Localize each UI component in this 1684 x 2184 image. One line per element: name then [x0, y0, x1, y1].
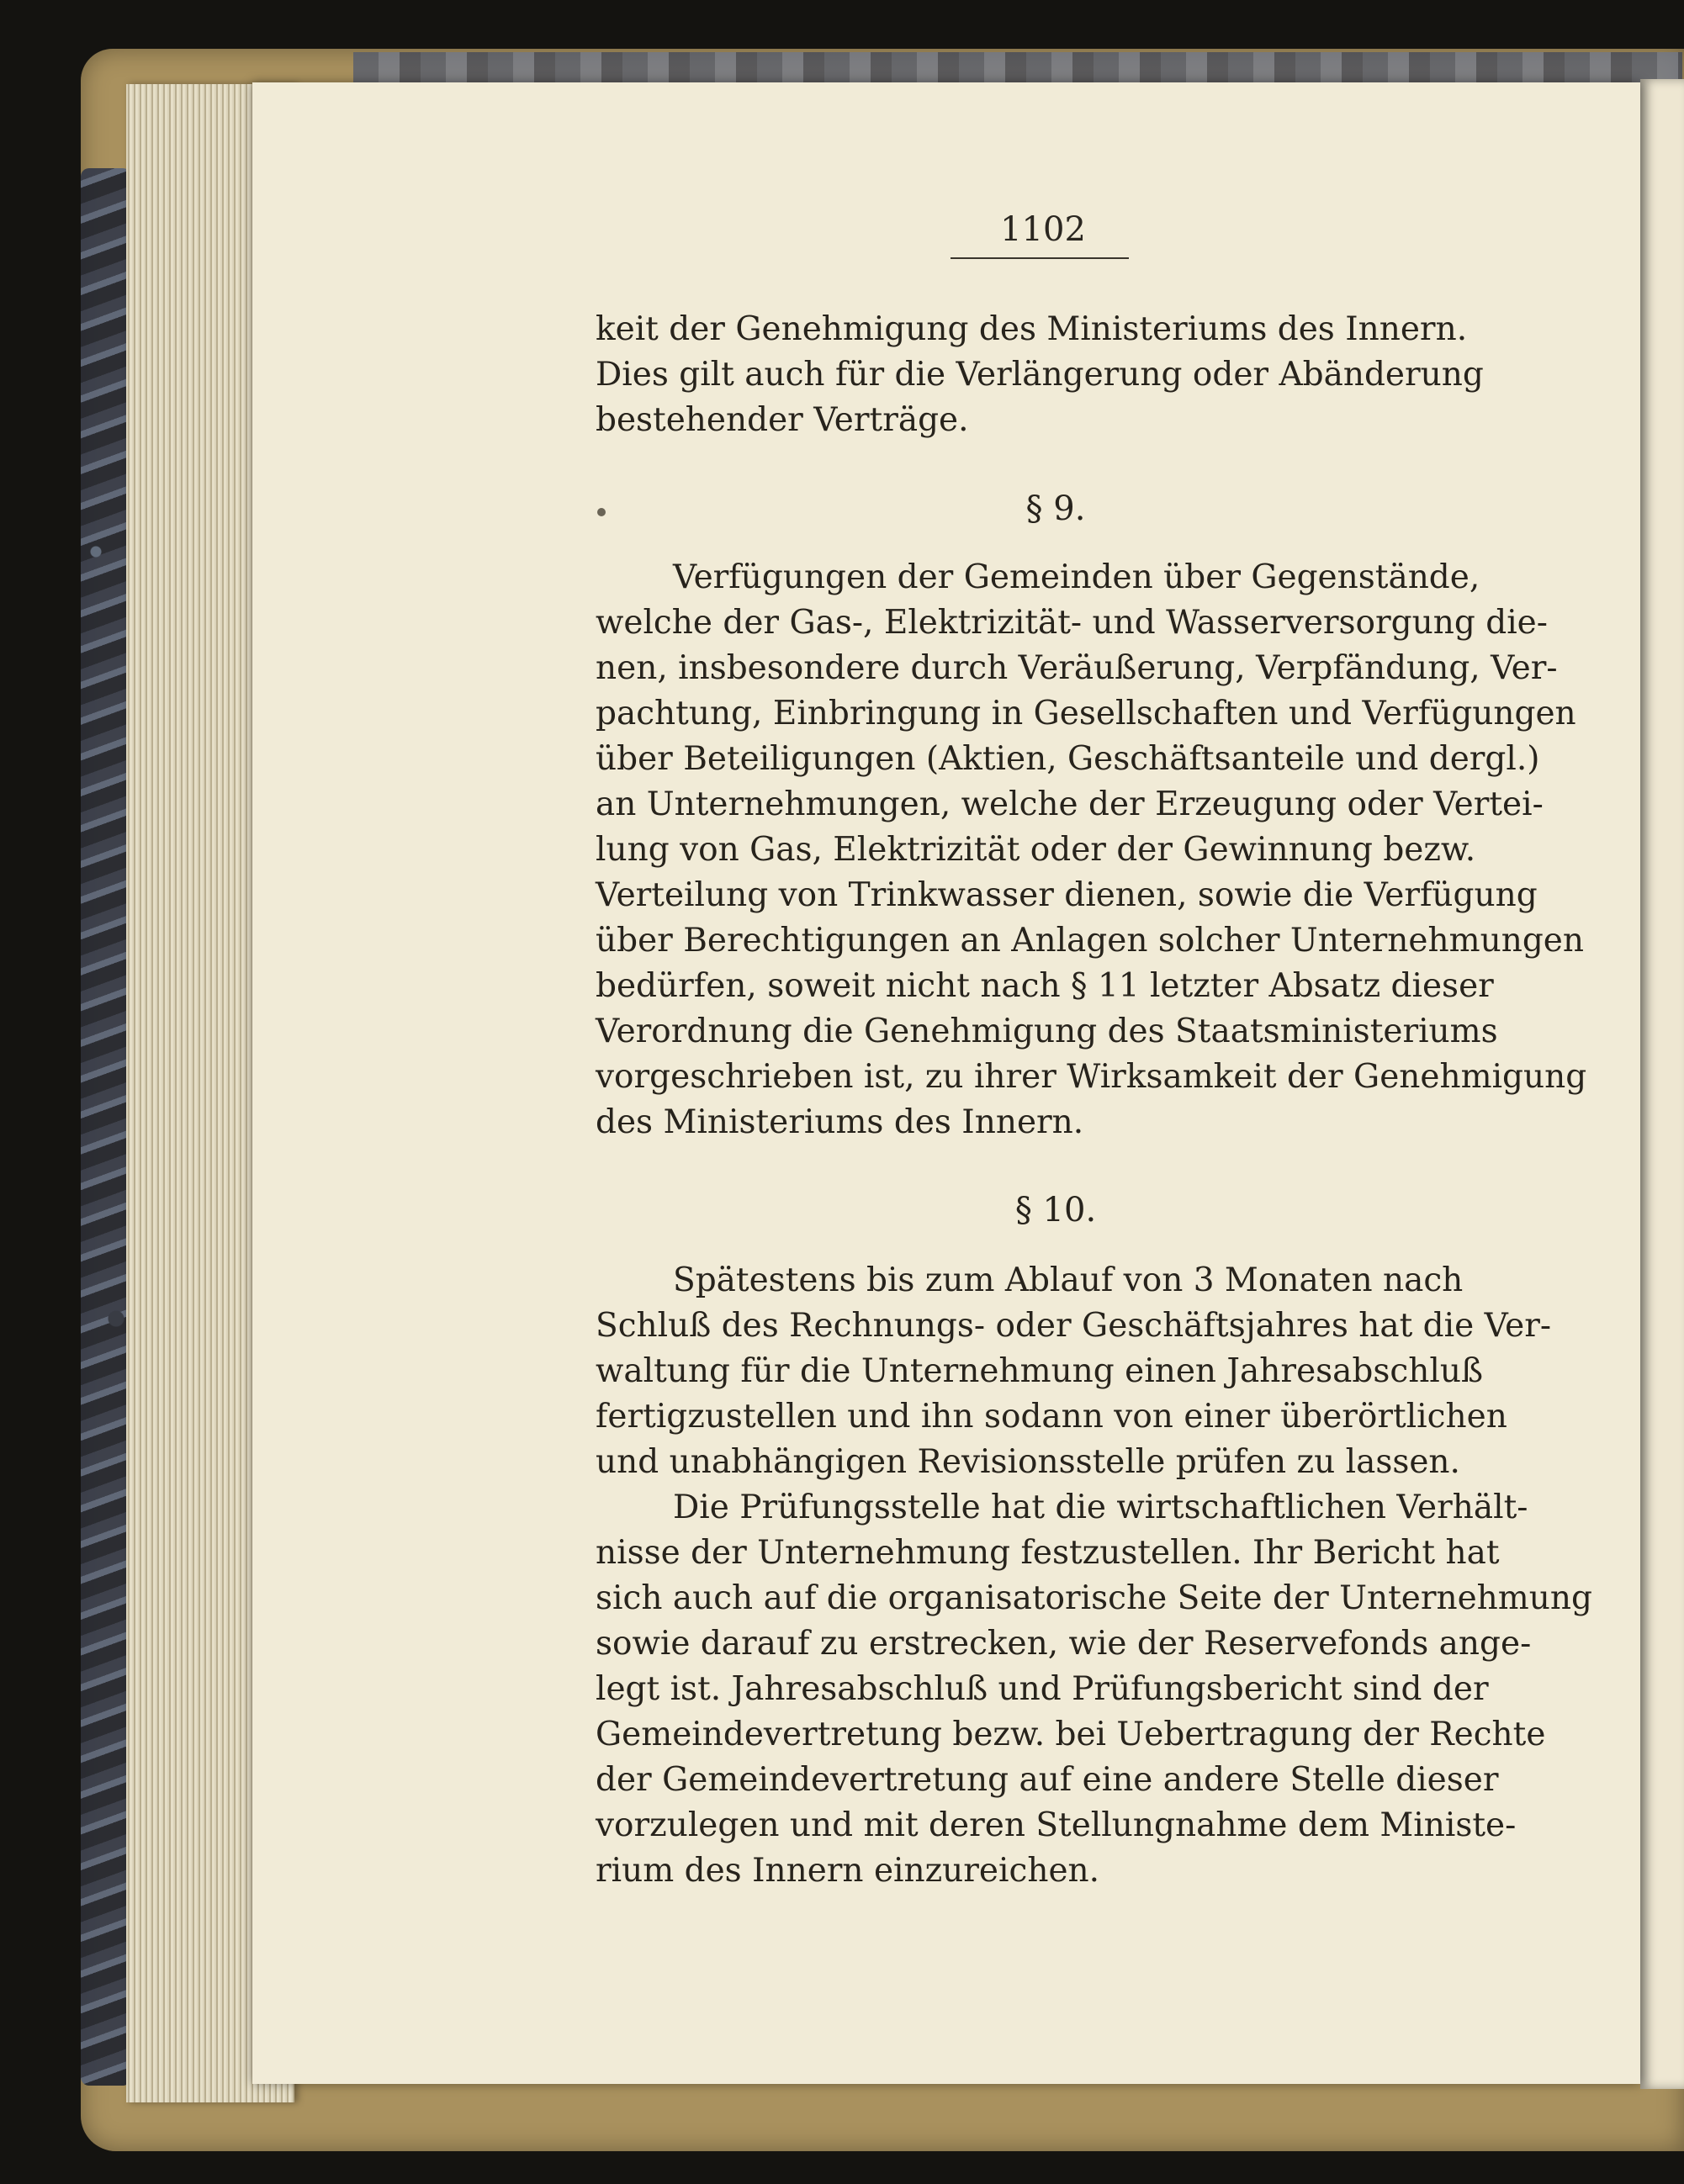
text-line: welche der Gas-, Elektrizität- und Wasserversorgung die-: [596, 604, 1548, 642]
text-line: sowie darauf zu erstrecken, wie der Reservefonds ange-: [596, 1625, 1532, 1663]
text-line: und unabhängigen Revisionsstelle prüfen zu lassen.: [596, 1443, 1460, 1481]
text-line: lung von Gas, Elektrizität oder der Gewinnung bezw.: [596, 831, 1476, 869]
text-line: nen, insbesondere durch Veräußerung, Verpfändung, Ver-: [596, 649, 1558, 687]
page-number: 1102: [1000, 210, 1086, 249]
cover-marbled-edge: [353, 52, 1682, 86]
text-line: pachtung, Einbringung in Gesellschaften und Verfügungen: [596, 695, 1576, 732]
text-line: fertigzustellen und ihn sodann von einer überörtlichen: [596, 1398, 1507, 1436]
section-heading: § 9.: [1025, 489, 1086, 528]
text-line: Verordnung die Genehmigung des Staatsministeriums: [596, 1013, 1498, 1050]
text-line: der Gemeindevertretung auf eine andere Stelle dieser: [596, 1761, 1499, 1799]
text-line: Gemeindevertretung bezw. bei Uebertragung der Rechte: [596, 1716, 1546, 1753]
print-speck: [597, 508, 606, 516]
text-line: legt ist. Jahresabschluß und Prüfungsbericht sind der: [596, 1670, 1489, 1708]
text-line: an Unternehmungen, welche der Erzeugung oder Vertei-: [596, 785, 1544, 823]
text-line: bedürfen, soweit nicht nach § 11 letzter Absatz dieser: [596, 967, 1494, 1005]
facing-page-edge: [1640, 79, 1684, 2089]
text-line: Spätestens bis zum Ablauf von 3 Monaten nach: [673, 1261, 1464, 1299]
text-line: vorgeschrieben ist, zu ihrer Wirksamkeit der Genehmigung: [596, 1058, 1587, 1096]
text-line: waltung für die Unternehmung einen Jahresabschluß: [596, 1352, 1483, 1390]
text-line: bestehender Verträge.: [596, 401, 969, 439]
text-line: vorzulegen und mit deren Stellungnahme dem Ministe-: [596, 1806, 1517, 1844]
text-line: rium des Innern einzureichen.: [596, 1852, 1100, 1890]
text-line: nisse der Unternehmung festzustellen. Ihr Bericht hat: [596, 1534, 1500, 1572]
text-line: Verteilung von Trinkwasser dienen, sowie die Verfügung: [596, 876, 1538, 914]
section-heading: § 10.: [1014, 1191, 1097, 1229]
text-line: Schluß des Rechnungs- oder Geschäftsjahres hat die Ver-: [596, 1307, 1552, 1345]
text-line: keit der Genehmigung des Ministeriums des Innern.: [596, 310, 1468, 348]
text-line: Die Prüfungsstelle hat die wirtschaftlichen Verhält-: [673, 1489, 1528, 1526]
text-line: Dies gilt auch für die Verlängerung oder Abänderung: [596, 356, 1484, 394]
marbled-spine: [81, 168, 131, 2086]
header-rule: [951, 257, 1129, 259]
text-line: über Berechtigungen an Anlagen solcher Unternehmungen: [596, 922, 1584, 960]
text-line: sich auch auf die organisatorische Seite der Unternehmung: [596, 1579, 1592, 1617]
text-line: über Beteiligungen (Aktien, Geschäftsanteile und dergl.): [596, 740, 1540, 778]
text-line: Verfügungen der Gemeinden über Gegenstände,: [673, 558, 1480, 596]
text-line: des Ministeriums des Innern.: [596, 1103, 1084, 1141]
